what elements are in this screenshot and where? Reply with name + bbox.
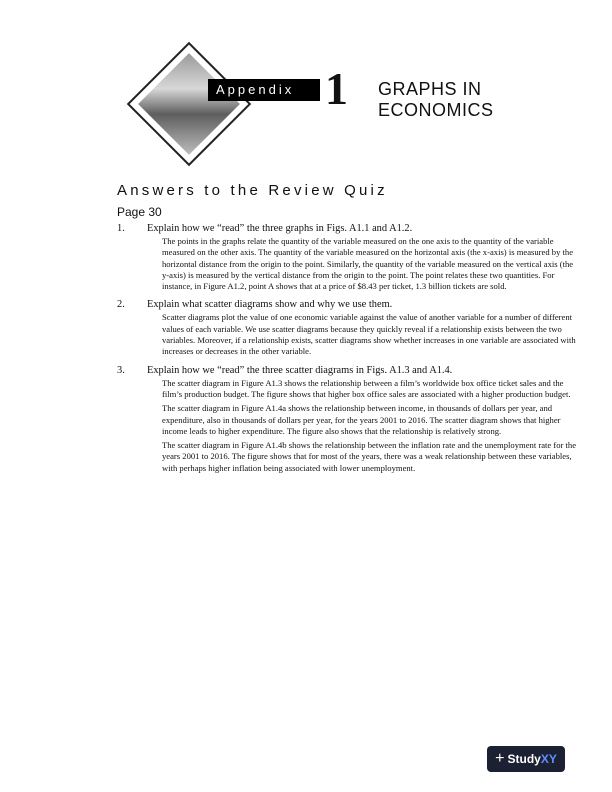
question-list [117, 222, 579, 480]
answer-paragraph: The scatter diagram in Figure A1.3 shows the relationship between a film’s worldwide box office ticket sales and the film’s production budget. The figure shows that higher box office sales are associated with a higher production budget. [162, 377, 571, 399]
logo-suffix: XY [540, 752, 557, 766]
question-number: 1. [117, 223, 125, 234]
question-item [117, 298, 579, 357]
chapter-title [378, 79, 578, 121]
chapter-emblem [127, 42, 247, 162]
answer-paragraph: The scatter diagram in Figure A1.4b shows the relationship between the inflation rate and the unemployment rate for the years 2001 to 2016. The figure shows that for most of the years, there was a weak relationship between these variables, with perhaps higher inflation being associated with lower unemployment. [162, 440, 577, 473]
chapter-number: 1 [325, 63, 348, 114]
answer [162, 312, 579, 357]
chapter-header [0, 0, 612, 170]
diamond-frame [127, 42, 251, 166]
question-number: 3. [117, 364, 125, 376]
section-title: Answers to the Review Quiz [117, 182, 388, 199]
plus-icon: + [495, 750, 505, 767]
answer-paragraph: The scatter diagram in Figure A1.4a shows the relationship between income, in thousands of dollars per year, and expenditure, also in thousands of dollars per year, for the years 2001 to 2016. The scatter diagram shows that higher income leads to higher expenditure. The figure also shows that the relationship is relatively strong. [162, 403, 561, 436]
chapter-title-line2: ECONOMICS [378, 100, 494, 120]
question-text: Explain how we “read” the three scatter diagrams in Figs. A1.3 and A1.4. [147, 364, 453, 376]
diamond-photo [138, 53, 240, 155]
question-text: Explain how we “read” the three graphs in Figs. A1.1 and A1.2. [147, 223, 413, 234]
studyxy-logo[interactable] [487, 746, 565, 772]
question-text: Explain what scatter diagrams show and why we use them. [147, 299, 393, 311]
answer-paragraph: Scatter diagrams plot the value of one economic variable against the value of another variable for a number of different values of each variable. We use scatter diagrams because they quickly reveal if a relationship exists between the two variables. Moreover, if a relationship exists, scatter diagrams show whether increases in one variable are associated with increases or decreases in the other variable. [162, 312, 576, 357]
logo-word: Study [507, 752, 541, 766]
answer [162, 378, 579, 474]
answer [162, 236, 579, 292]
page-reference: Page 30 [117, 205, 162, 219]
appendix-label: Appendix [208, 79, 320, 101]
chapter-title-line1: GRAPHS IN [378, 79, 482, 99]
question-number: 2. [117, 299, 125, 311]
question-item [117, 222, 579, 292]
question-item [117, 364, 579, 474]
answer-paragraph: The points in the graphs relate the quantity of the variable measured on the one axis to the quantity of the variable measured on the other axis. The quantity of the variable measured on the horizontal axis (the x-axis) is measured by the horizontal distance from the origin to the point. Similarly, the quantity of the variable measured on the vertical axis (the y-axis) is measured by the vertical distance from the origin to the point. The point relates these two quantities. For instance, in Figure A1.2, point A shows that at a price of $8.43 per ticket, 1.3 billion tickets are sold. [162, 236, 574, 292]
